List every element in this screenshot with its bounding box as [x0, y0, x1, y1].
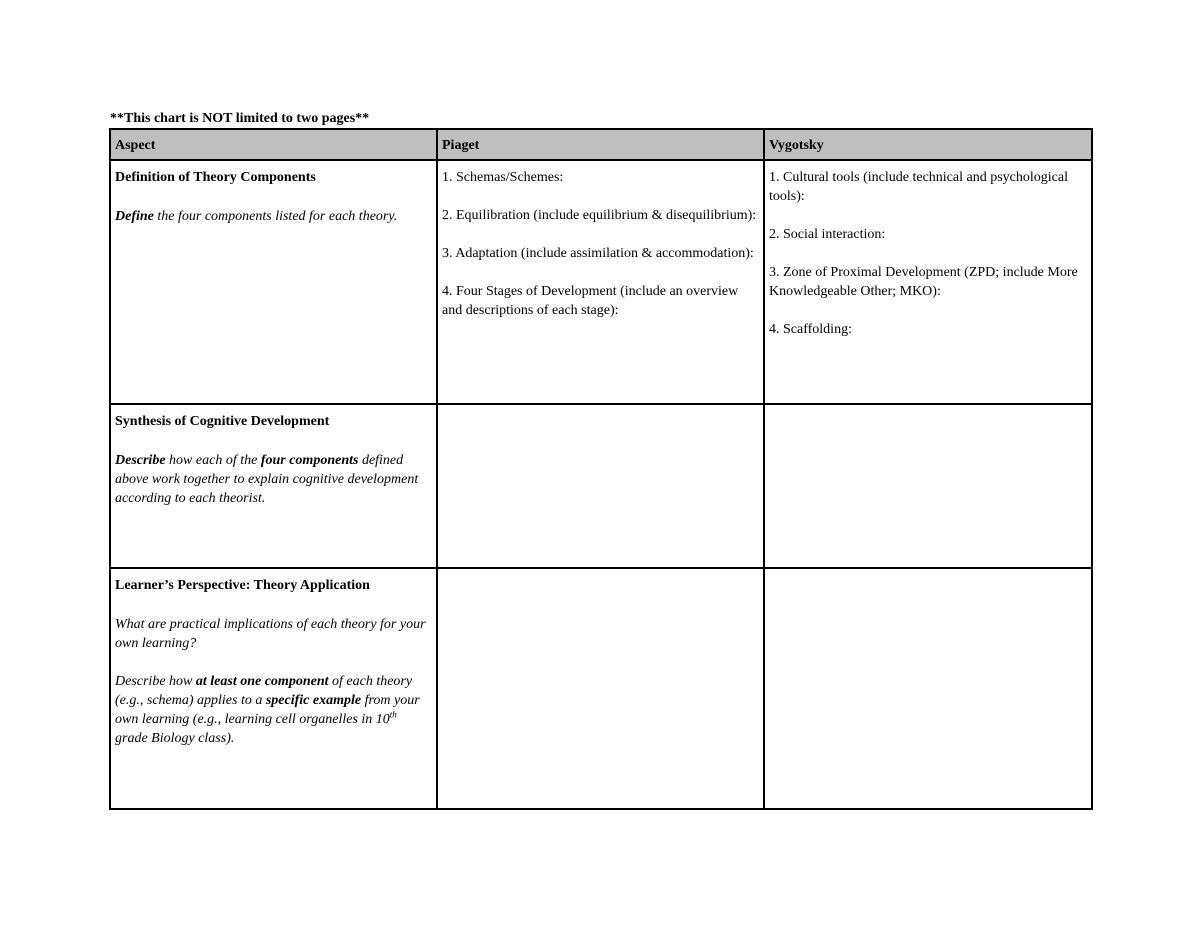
row-application	[110, 568, 1092, 809]
list-item: 4. Scaffolding:	[769, 322, 852, 337]
header-vygotsky: Vygotsky	[764, 129, 1092, 160]
cell-synthesis-aspect	[110, 404, 437, 568]
header-row	[110, 129, 1092, 160]
header-aspect: Aspect	[110, 129, 437, 160]
row-title: Definition of Theory Components	[115, 170, 316, 185]
cell-synthesis-vygotsky[interactable]	[764, 404, 1092, 568]
row-instructions: Define the four components listed for each theory.	[115, 209, 398, 224]
list-item: 1. Cultural tools (include technical and psychological tools):	[769, 170, 1068, 204]
row-definition	[110, 160, 1092, 404]
list-item: 3. Adaptation (include assimilation & accommodation):	[442, 246, 754, 261]
row-question: What are practical implications of each theory for your own learning?	[115, 617, 426, 651]
list-item: 3. Zone of Proximal Development (ZPD; include More Knowledgeable Other; MKO):	[769, 265, 1078, 299]
row-synthesis	[110, 404, 1092, 568]
cell-definition-piaget[interactable]	[437, 160, 764, 404]
list-item: 1. Schemas/Schemes:	[442, 170, 564, 185]
row-instructions: Describe how each of the four components defined above work together to explain cognitive development according to each theorist.	[115, 453, 419, 506]
row-title: Synthesis of Cognitive Development	[115, 414, 330, 429]
cell-application-vygotsky[interactable]	[764, 568, 1092, 809]
header-piaget: Piaget	[437, 129, 764, 160]
chart-note: **This chart is NOT limited to two pages**	[110, 111, 370, 126]
row-instructions: Describe how at least one component of each theory (e.g., schema) applies to a specific example from your own learning (e.g., learning cell organelles in 10th grade Biology class).	[115, 674, 420, 746]
cell-definition-vygotsky[interactable]	[764, 160, 1092, 404]
row-title: Learner’s Perspective: Theory Application	[115, 578, 370, 593]
list-item: 2. Social interaction:	[769, 227, 886, 242]
cell-synthesis-piaget[interactable]	[437, 404, 764, 568]
comparison-table	[109, 128, 1093, 810]
cell-application-aspect	[110, 568, 437, 809]
cell-application-piaget[interactable]	[437, 568, 764, 809]
list-item: 2. Equilibration (include equilibrium & disequilibrium):	[442, 208, 757, 223]
list-item: 4. Four Stages of Development (include an overview and descriptions of each stage):	[442, 284, 739, 318]
cell-definition-aspect	[110, 160, 437, 404]
